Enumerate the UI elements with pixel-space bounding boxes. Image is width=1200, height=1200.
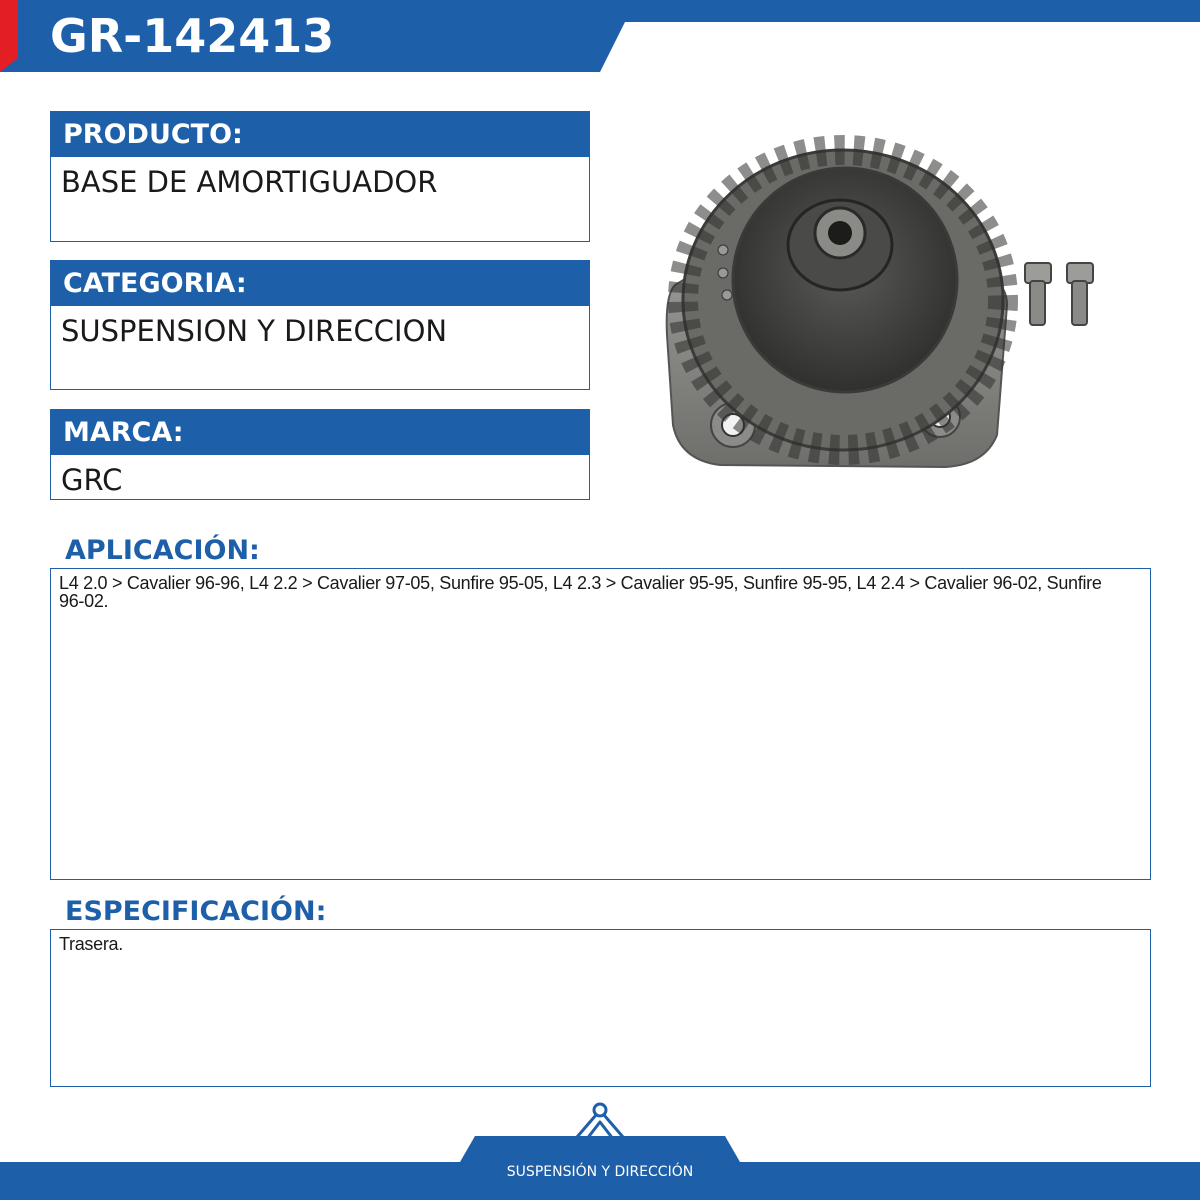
footer-label: SUSPENSIÓN Y DIRECCIÓN bbox=[506, 1164, 694, 1180]
especificacion-box bbox=[50, 929, 1151, 1087]
categoria-value-box bbox=[50, 306, 590, 390]
marca-value-box bbox=[50, 455, 590, 500]
producto-label: PRODUCTO: bbox=[63, 119, 243, 150]
especificacion-title: ESPECIFICACIÓN: bbox=[65, 896, 327, 927]
producto-header bbox=[50, 111, 590, 157]
bolt-left bbox=[1025, 263, 1051, 325]
marca-value: GRC bbox=[61, 463, 123, 497]
part-code: GR-142413 bbox=[50, 9, 335, 63]
marca-header bbox=[50, 409, 590, 455]
aplicacion-text: L4 2.0 > Cavalier 96-96, L4 2.2 > Cavalier 97-05, Sunfire 95-05, L4 2.3 > Cavalier 95-95, Sunfire 95-95, L4 2.4 > Cavalier 96-02, Sunfire 96-02. bbox=[59, 573, 1102, 611]
control-arm-icon bbox=[563, 1102, 637, 1160]
especificacion-text: Trasera. bbox=[59, 934, 123, 954]
producto-value: BASE DE AMORTIGUADOR bbox=[61, 165, 438, 199]
producto-value-box bbox=[50, 157, 590, 242]
categoria-label: CATEGORIA: bbox=[63, 268, 247, 299]
categoria-value: SUSPENSION Y DIRECCION bbox=[61, 314, 448, 348]
aplicacion-box bbox=[50, 568, 1151, 880]
categoria-header bbox=[50, 260, 590, 306]
strut-mount-with-bolts-image bbox=[655, 105, 1125, 480]
bolt-right bbox=[1067, 263, 1093, 325]
aplicacion-title: APLICACIÓN: bbox=[65, 535, 260, 566]
marca-label: MARCA: bbox=[63, 417, 184, 448]
